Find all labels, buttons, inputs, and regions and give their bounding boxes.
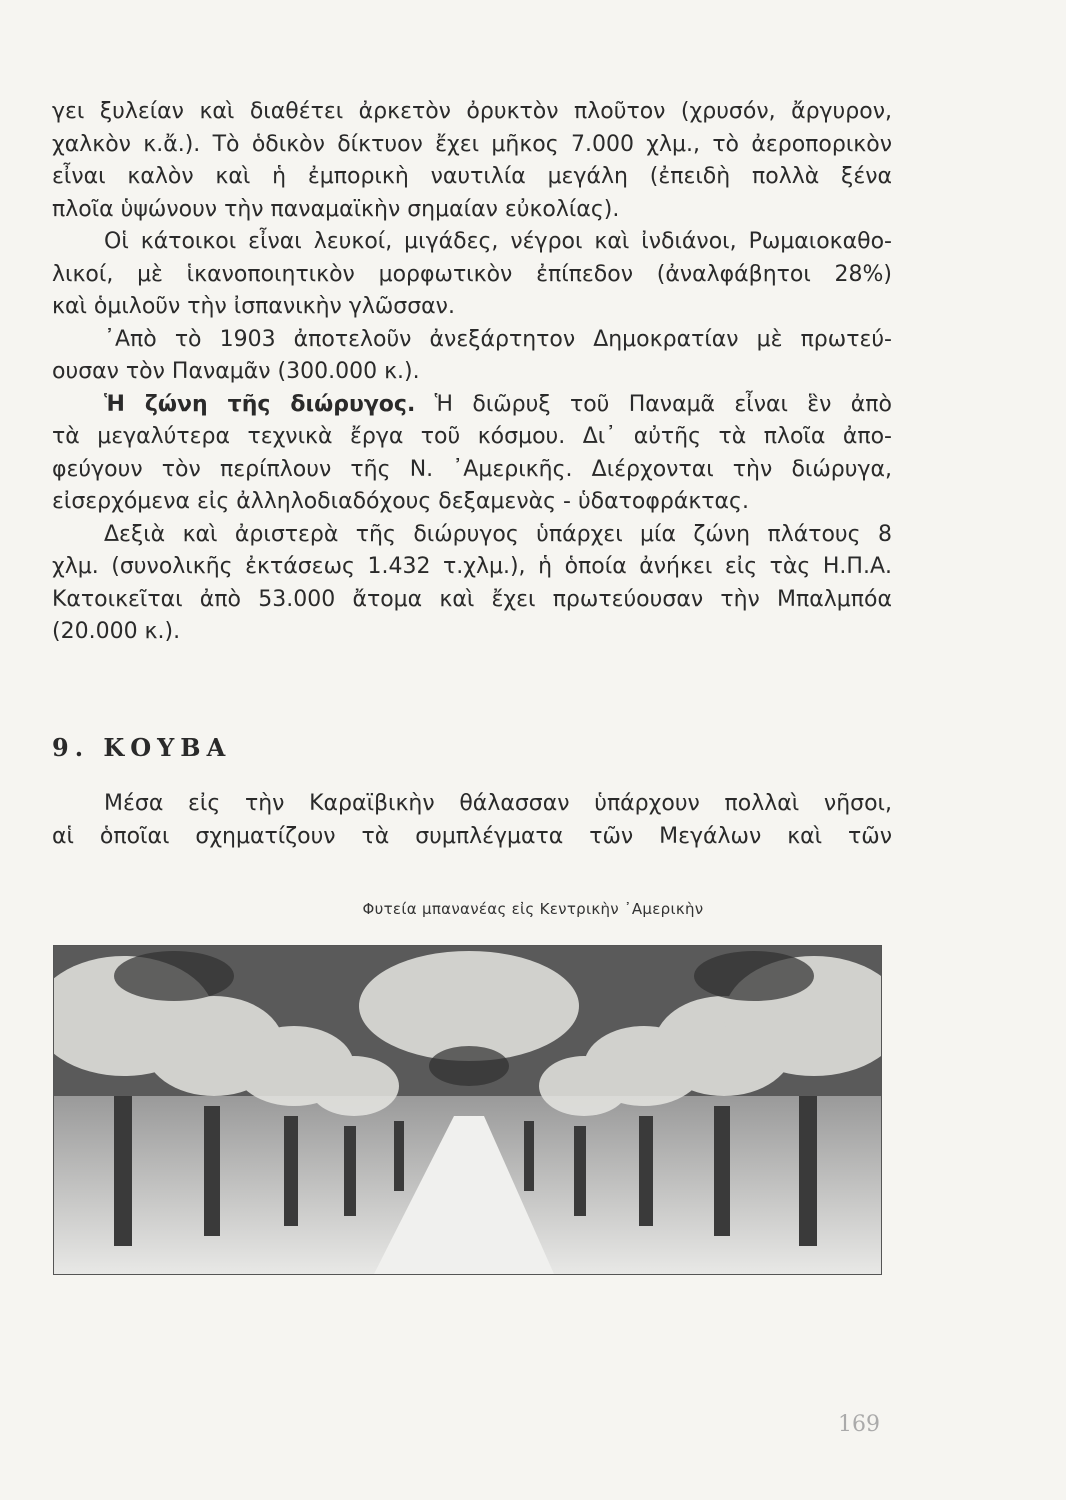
text-line: γει ξυλείαν καὶ διαθέτει ἀρκετὸν ὀρυκτὸν πλοῦτον (χρυσόν, ἄργυρον, xyxy=(52,99,892,124)
text-line: Μέσα εἰς τὴν Καραϊβικὴν θάλασσαν ὑπάρχουν πολλαὶ νῆσοι, xyxy=(104,791,892,816)
text-line-with-title xyxy=(52,389,892,422)
text-line: χλμ. (συνολικῆς ἐκτάσεως 1.432 τ.χλμ.), ἡ ὁποία ἀνήκει εἰς τὰς Η.Π.Α. xyxy=(52,554,892,579)
main-text xyxy=(52,96,892,649)
page-number: 169 xyxy=(838,1412,880,1437)
text-line: Δεξιὰ καὶ ἀριστερὰ τῆς διώρυγος ὑπάρχει μία ζώνη πλάτους 8 xyxy=(104,521,892,547)
text-line: ουσαν τὸν Παναμᾶν (300.000 κ.). xyxy=(52,359,420,384)
section-subtitle: Ἡ ζώνη τῆς διώρυγος. xyxy=(104,391,416,417)
text-line: (20.000 κ.). xyxy=(52,619,181,644)
banana-plantation-photo xyxy=(53,945,882,1275)
text-line: εἶναι καλὸν καὶ ἡ ἐμπορικὴ ναυτιλία μεγάλη (ἐπειδὴ πολλὰ ξένα xyxy=(52,164,892,189)
text-line: φεύγουν τὸν περίπλουν τῆς Ν. ᾿Αμερικῆς. Διέρχονται τὴν διώρυγα, xyxy=(52,456,892,482)
text-line: λικοί, μὲ ἱκανοποιητικὸν μορφωτικὸν ἐπίπεδον (ἀναλφάβητοι 28%) xyxy=(52,261,892,287)
text-line: Οἱ κάτοικοι εἶναι λευκοί, μιγάδες, νέγροι καὶ ἰνδιάνοι, Ρωμαιοκαθο- xyxy=(104,229,892,254)
text-line: χαλκὸν κ.ἄ.). Τὸ ὁδικὸν δίκτυον ἔχει μῆκος 7.000 χλμ., τὸ ἀεροπορικὸν xyxy=(52,131,892,157)
text-line: πλοῖα ὑψώνουν τὴν παναμαϊκὴν σημαίαν εὐκολίας). xyxy=(52,196,620,222)
text-line: εἰσερχόμενα εἰς ἀλληλοδιαδόχους δεξαμενὰς - ὑδατοφράκτας. xyxy=(52,489,749,514)
text-line: καὶ ὁμιλοῦν τὴν ἰσπανικὴν γλῶσσαν. xyxy=(52,294,455,319)
text-line: τὰ μεγαλύτερα τεχνικὰ ἔργα τοῦ κόσμου. Δι᾿ αὐτῆς τὰ πλοῖα ἀπο- xyxy=(52,424,892,449)
cuba-text xyxy=(52,788,892,853)
text-line: Κατοικεῖται ἀπὸ 53.000 ἄτομα καὶ ἔχει πρωτεύουσαν τὴν Μπαλμπόα xyxy=(52,586,892,612)
plantation-illustration xyxy=(54,946,881,1274)
figure-caption: Φυτεία μπανανέας εἰς Κεντρικὴν ᾿Αμερικὴν xyxy=(362,900,704,918)
text-segment: Ἡ διῶρυξ τοῦ Παναμᾶ εἶναι ἓν ἀπὸ xyxy=(415,391,892,417)
text-line: ᾿Απὸ τὸ 1903 ἀποτελοῦν ἀνεξάρτητον Δημοκρατίαν μὲ πρωτεύ- xyxy=(104,326,892,352)
text-line: αἱ ὁποῖαι σχηματίζουν τὰ συμπλέγματα τῶν Μεγάλων καὶ τῶν xyxy=(52,823,892,849)
section-heading: 9. ΚΟΥΒΑ xyxy=(52,733,232,762)
